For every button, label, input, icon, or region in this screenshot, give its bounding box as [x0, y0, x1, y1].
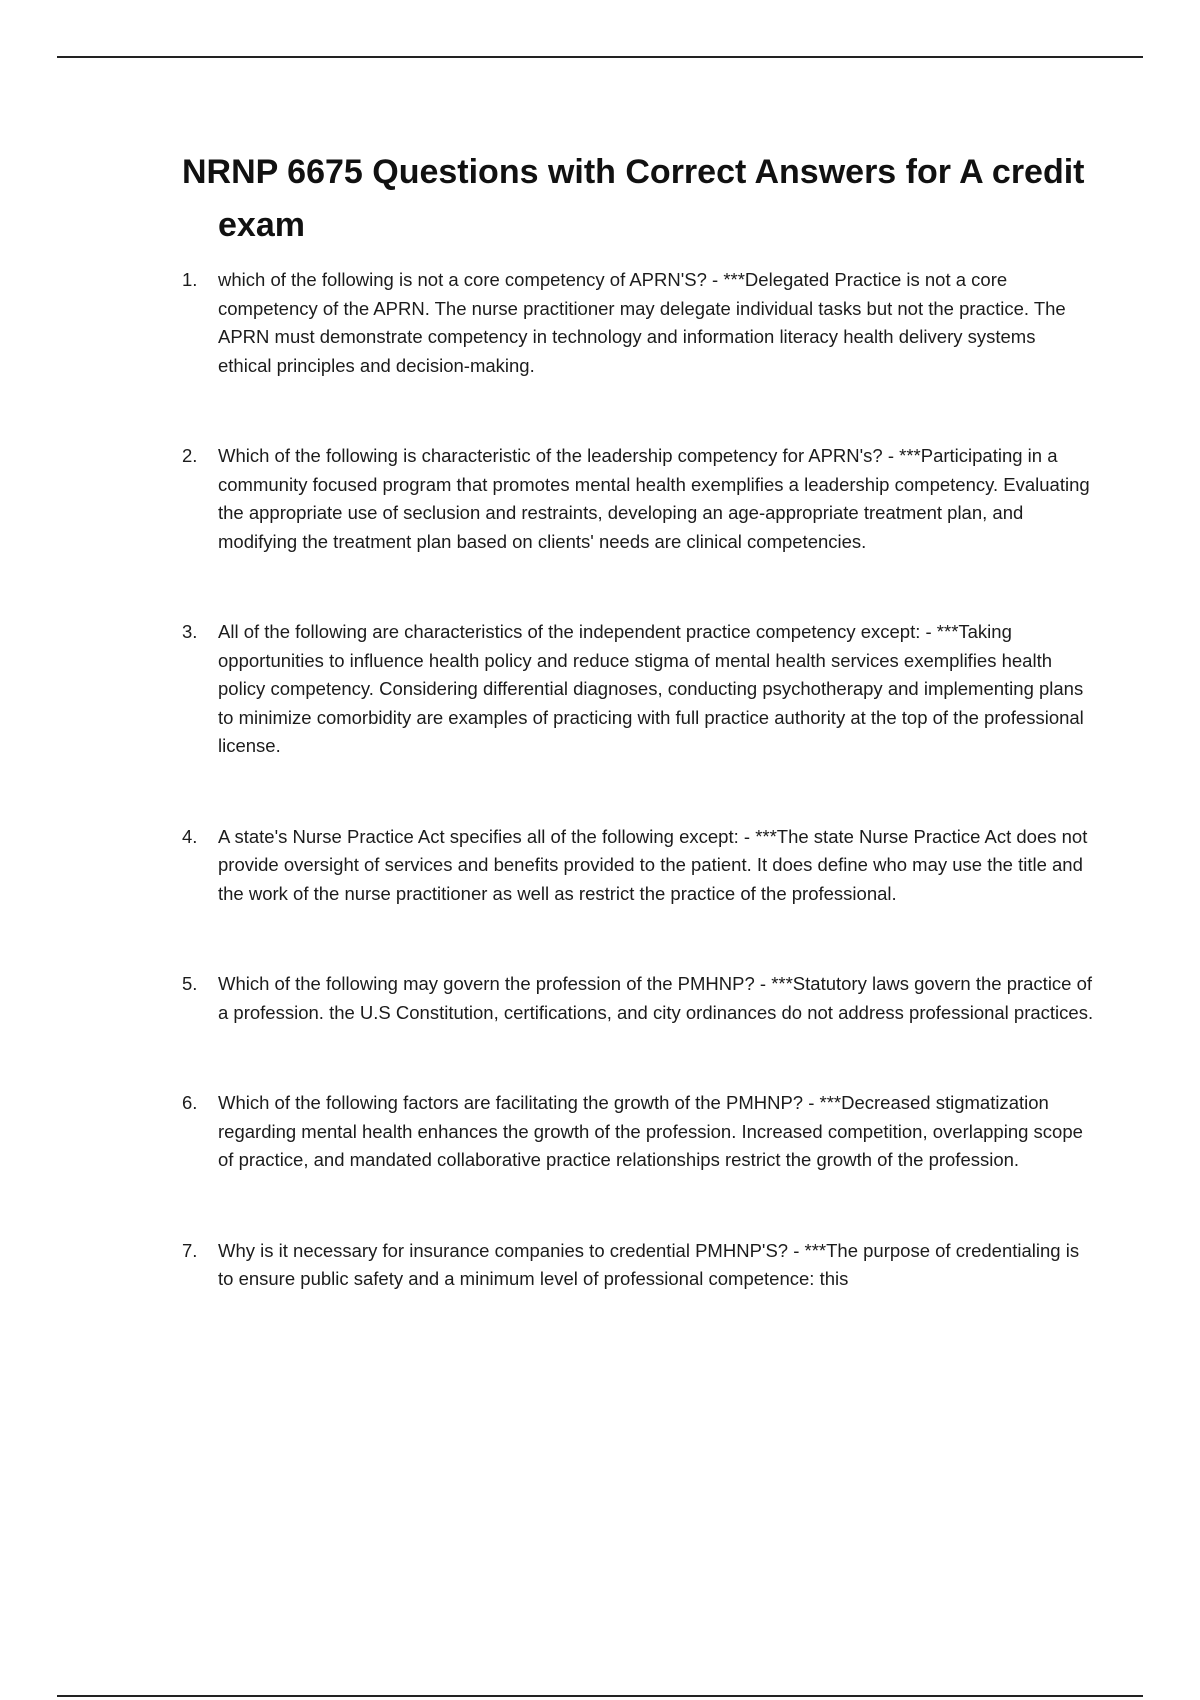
document-title: NRNP 6675 Questions with Correct Answers for A credit exam [182, 153, 1085, 244]
question-item-1 [182, 266, 1094, 380]
question-number: 6. [182, 1092, 198, 1113]
question-number: 2. [182, 445, 198, 466]
question-text: Why is it necessary for insurance companies to credential PMHNP'S? - ***The purpose of credentialing is to ensure public safety and a minimum level of professional competence: this [218, 1239, 1080, 1289]
question-list [182, 266, 1094, 1356]
question-number: 3. [182, 621, 198, 642]
question-text: Which of the following may govern the profession of the PMHNP? - ***Statutory laws govern the practice of a profession. the U.S Constitution, certifications, and city ordinances do not address professional practices. [218, 973, 1094, 1023]
question-number: 1. [182, 269, 198, 290]
question-item-5 [182, 970, 1094, 1027]
question-text: All of the following are characteristics of the independent practice competency except: - ***Taking opportunities to influence health policy and reduce stigma of mental health services exemplifies health policy competency. Considering differential diagnoses, conducting psychotherapy and implementing plans to minimize comorbidity are examples of practicing with full practice authority at the top of the professional license. [218, 621, 1084, 756]
question-text: A state's Nurse Practice Act specifies all of the following except: - ***The state Nurse Practice Act does not provide oversight of services and benefits provided to the patient. It does define who may use the title and the work of the nurse practitioner as well as restrict the practice of the professional. [218, 825, 1088, 904]
question-text: Which of the following factors are facilitating the growth of the PMHNP? - ***Decreased stigmatization regarding mental health enhances the growth of the profession. Increased competition, overlapping scope of practice, and mandated collaborative practice relationships restrict the growth of the profession. [218, 1092, 1083, 1170]
footer-rule [57, 1695, 1143, 1697]
question-text: which of the following is not a core competency of APRN'S? - ***Delegated Practice is not a core competency of the APRN. The nurse practitioner may delegate individual tasks but not the practice. The APRN must demonstrate competency in technology and information literacy health delivery systems ethical principles and decision-making. [218, 269, 1066, 376]
question-number: 7. [182, 1239, 198, 1261]
question-item-2 [182, 442, 1094, 556]
question-item-3 [182, 618, 1094, 761]
question-number: 5. [182, 973, 198, 994]
header-rule [57, 56, 1143, 58]
question-number: 4. [182, 825, 198, 847]
question-item-7 [182, 1237, 1094, 1294]
question-text: Which of the following is characteristic of the leadership competency for APRN's? - ***Participating in a community focused program that promotes mental health exemplifies a leadership competency. Evaluating the appropriate use of seclusion and restraints, developing an age-appropriate treatment plan, and modifying the treatment plan based on clients' needs are clinical competencies. [218, 445, 1090, 552]
question-item-4 [182, 823, 1094, 909]
question-item-6 [182, 1089, 1094, 1175]
